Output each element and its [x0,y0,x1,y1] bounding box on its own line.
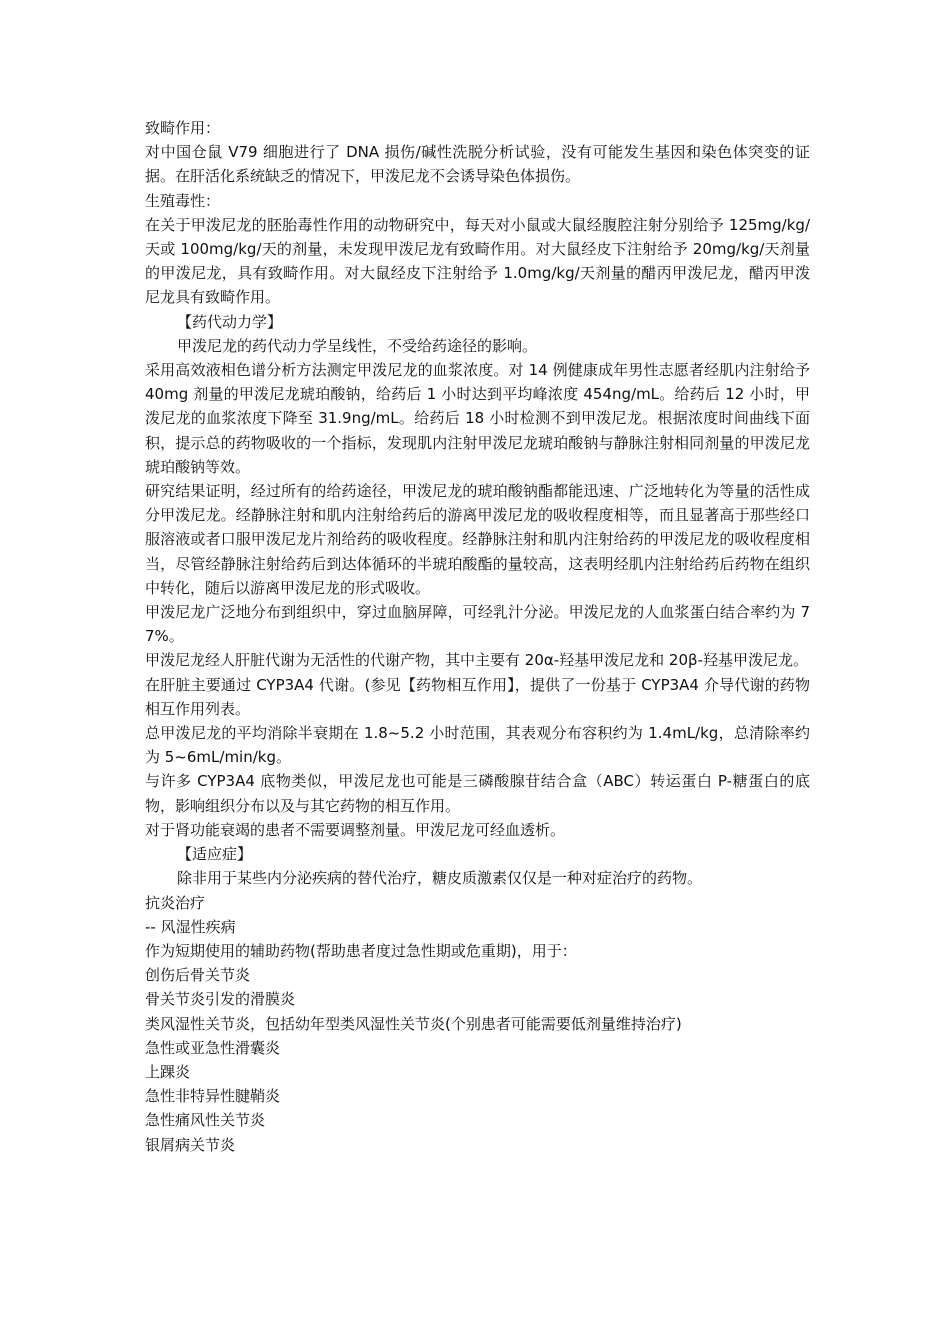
label-rheumatic-diseases: -- 风湿性疾病 [145,917,236,936]
paragraph-pk-distribution: 甲泼尼龙广泛地分布到组织中，穿过血脑屏障，可经乳汁分泌。甲泼尼龙的人血浆蛋白结合率约为 77%。 [145,603,810,646]
list-item: 上踝炎 [145,1062,191,1081]
paragraph-pk-half-life: 总甲泼尼龙的平均消除半衰期在 1.8~5.2 小时范围，其表观分布容积约为 1.4mL/kg，总清除率约为 5~6mL/min/kg。 [145,724,810,767]
list-item: 急性痛风性关节炎 [145,1111,266,1130]
document-body [145,116,810,1157]
heading-pharmacokinetics: 【药代动力学】 [177,312,283,331]
label-anti-inflammatory: 抗炎治疗 [145,893,206,912]
paragraph-adjunct-therapy: 作为短期使用的辅助药物(帮助患者度过急性期或危重期)，用于： [145,941,577,960]
paragraph-pk-pgp: 与许多 CYP3A4 底物类似，甲泼尼龙也可能是三磷酸腺苷结合盒（ABC）转运蛋白 P-糖蛋白的底物，影响组织分布以及与其它药物的相互作用。 [145,772,810,815]
list-item: 急性非特异性腱鞘炎 [145,1087,281,1106]
list-item: 急性或亚急性滑囊炎 [145,1038,281,1057]
paragraph-pk-metabolism: 甲泼尼龙经人肝脏代谢为无活性的代谢产物，其中主要有 20α-羟基甲泼尼龙和 20β-羟基甲泼尼龙。 [145,651,808,670]
list-item: 银屑病关节炎 [145,1135,236,1154]
paragraph-pk-cyp3a4: 在肝脏主要通过 CYP3A4 代谢。(参见【药物相互作用】，提供了一份基于 CYP3A4 介导代谢的药物相互作用列表。 [145,675,810,718]
list-item: 类风湿性关节炎，包括幼年型类风湿性关节炎(个别患者可能需要低剂量维持治疗) [145,1014,682,1033]
list-item: 骨关节炎引发的滑膜炎 [145,990,296,1009]
paragraph-indications-intro: 除非用于某些内分泌疾病的替代治疗，糖皮质激素仅仅是一种对症治疗的药物。 [177,869,703,888]
paragraph-reproductive-toxicity: 在关于甲泼尼龙的胚胎毒性作用的动物研究中，每天对小鼠或大鼠经腹腔注射分别给予 125mg/kg/天或 100mg/kg/天的剂量，未发现甲泼尼龙有致畸作用。对大鼠经皮下注射给予 20mg/kg/天剂量的甲泼尼龙，具有致畸作用。对大鼠经皮下注射给予 1.0mg/kg/天剂量的醋丙甲泼尼龙，醋丙甲泼尼龙具有致畸作用。 [145,215,810,307]
list-item: 创伤后骨关节炎 [145,966,251,985]
paragraph-pk-hplc: 采用高效液相色谱分析方法测定甲泼尼龙的血浆浓度。对 14 例健康成年男性志愿者经肌内注射给予 40mg 剂量的甲泼尼龙琥珀酸钠，给药后 1 小时达到平均峰浓度 454ng/mL。给药后 12 小时，甲泼尼龙的血浆浓度下降至 31.9ng/mL。给药后 18 小时检测不到甲泼尼龙。根据浓度时间曲线下面积，提示总的药物吸收的一个指标，发现肌内注射甲泼尼龙琥珀酸钠与静脉注射相同剂量的甲泼尼龙琥珀酸钠等效。 [145,361,810,476]
paragraph-pk-renal: 对于肾功能衰竭的患者不需要调整剂量。甲泼尼龙可经血透析。 [145,820,566,839]
section-label-reproductive-toxicity: 生殖毒性： [145,191,221,210]
paragraph-pk-conversion: 研究结果证明，经过所有的给药途径，甲泼尼龙的琥珀酸钠酯都能迅速、广泛地转化为等量的活性成分甲泼尼龙。经静脉注射和肌内注射给药后的游离甲泼尼龙的吸收程度相等，而且显著高于那些经口服溶液或者口服甲泼尼龙片剂给药的吸收程度。经静脉注射和肌内注射给药的甲泼尼龙的吸收程度相当，尽管经静脉注射给药后到达体循环的半琥珀酸酯的量较高，这表明经肌内注射给药后药物在组织中转化，随后以游离甲泼尼龙的形式吸收。 [145,482,810,597]
section-label-teratogenicity: 致畸作用： [145,119,221,137]
paragraph-pk-intro: 甲泼尼龙的药代动力学呈线性，不受给药途径的影响。 [177,336,538,355]
paragraph-teratogenicity: 对中国仓鼠 V79 细胞进行了 DNA 损伤/碱性洗脱分析试验，没有可能发生基因和染色体突变的证据。在肝活化系统缺乏的情况下，甲泼尼龙不会诱导染色体损伤。 [145,143,810,186]
heading-indications: 【适应症】 [177,845,253,864]
